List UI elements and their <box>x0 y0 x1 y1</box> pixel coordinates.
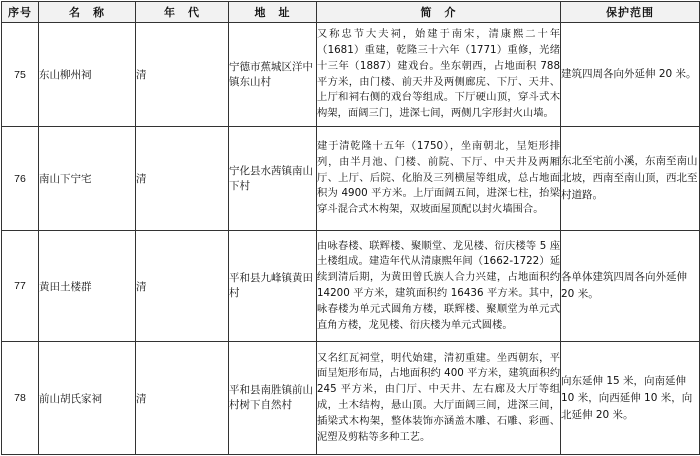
cell-intro: 又称忠节大夫祠，始建于南宋，清康熙二十年（1681）重建，乾隆三十六年（1771）重修，光绪十三年（1887）建戏台。坐东朝西，占地面积 788 平方米，由门楼、前天井及两侧廊庑、下厅、天井、上厅和祠右侧的戏台等组成。下厅硬山顶，穿斗式木构架，面阔三门，进深七间，两侧几字形封火山墙。 <box>317 23 561 127</box>
table-header-row <box>2 2 700 23</box>
cell-seq: 78 <box>2 342 39 455</box>
cell-protection: 向东延伸 15 米，向南延伸 10 米，向西延伸 10 米，向北延伸 20 米。 <box>561 342 700 455</box>
table-row <box>2 231 700 342</box>
heritage-table <box>1 1 700 455</box>
cell-era: 清 <box>136 231 229 342</box>
cell-protection: 建筑四周各向外延伸 20 米。 <box>561 23 700 127</box>
header-seq: 序号 <box>2 2 39 23</box>
cell-name: 南山下宁宅 <box>39 127 136 231</box>
cell-seq: 75 <box>2 23 39 127</box>
table-row <box>2 23 700 127</box>
header-protection: 保护范围 <box>561 2 700 23</box>
cell-intro: 建于清乾隆十五年（1750），坐南朝北，呈矩形排列，由半月池、门楼、前院、下厅、中天井及两厢厅、上厅、后院、化胎及三列横屋等组成，总占地面积为 4900 平方米。上厅面阔五间，进深七柱，抬梁穿斗混合式木构架，双坡面屋顶配以封火墙围合。 <box>317 127 561 231</box>
header-intro: 简 介 <box>317 2 561 23</box>
cell-era: 清 <box>136 23 229 127</box>
cell-address: 平和县九峰镇黄田村 <box>229 231 317 342</box>
cell-protection: 各单体建筑四周各向外延伸 20 米。 <box>561 231 700 342</box>
cell-era: 清 <box>136 342 229 455</box>
cell-address: 平和县南胜镇前山村树下自然村 <box>229 342 317 455</box>
cell-address: 宁化县水茜镇南山下村 <box>229 127 317 231</box>
cell-name: 东山柳州祠 <box>39 23 136 127</box>
cell-intro: 由咏春楼、联辉楼、聚顺堂、龙见楼、衍庆楼等 5 座土楼组成。建造年代从清康熙年间（1662-1722）延续到清后期，为黄田曾氏族人合力兴建，占地面积约 14200 平方米，建筑面积约 16436 平方米。其中，咏春楼为单元式圆角方楼，联辉楼、聚顺堂为单元式直角方楼，龙见楼、衍庆楼为单元式圆楼。 <box>317 231 561 342</box>
cell-name: 黄田土楼群 <box>39 231 136 342</box>
cell-intro: 又名红瓦祠堂，明代始建，清初重建。坐西朝东，平面呈矩形布局，占地面积约 400 平方米，建筑面积约 245 平方米，由门厅、中天井、左右廊及大厅等组成，土木结构，悬山顶。大厅面阔三间，进深三间，插梁式木构架，整体装饰亦涵盖木雕、石雕、彩画、泥塑及剪粘等多种工艺。 <box>317 342 561 455</box>
header-name: 名 称 <box>39 2 136 23</box>
cell-era: 清 <box>136 127 229 231</box>
cell-address: 宁德市蕉城区洋中镇东山村 <box>229 23 317 127</box>
cell-name: 前山胡氏家祠 <box>39 342 136 455</box>
table-row <box>2 342 700 455</box>
cell-protection: 东北至宅前小溪，东南至南山北坡，西南至南山顶，西北至村道路。 <box>561 127 700 231</box>
table-row <box>2 127 700 231</box>
header-address: 地 址 <box>229 2 317 23</box>
cell-seq: 76 <box>2 127 39 231</box>
cell-seq: 77 <box>2 231 39 342</box>
header-era: 年 代 <box>136 2 229 23</box>
